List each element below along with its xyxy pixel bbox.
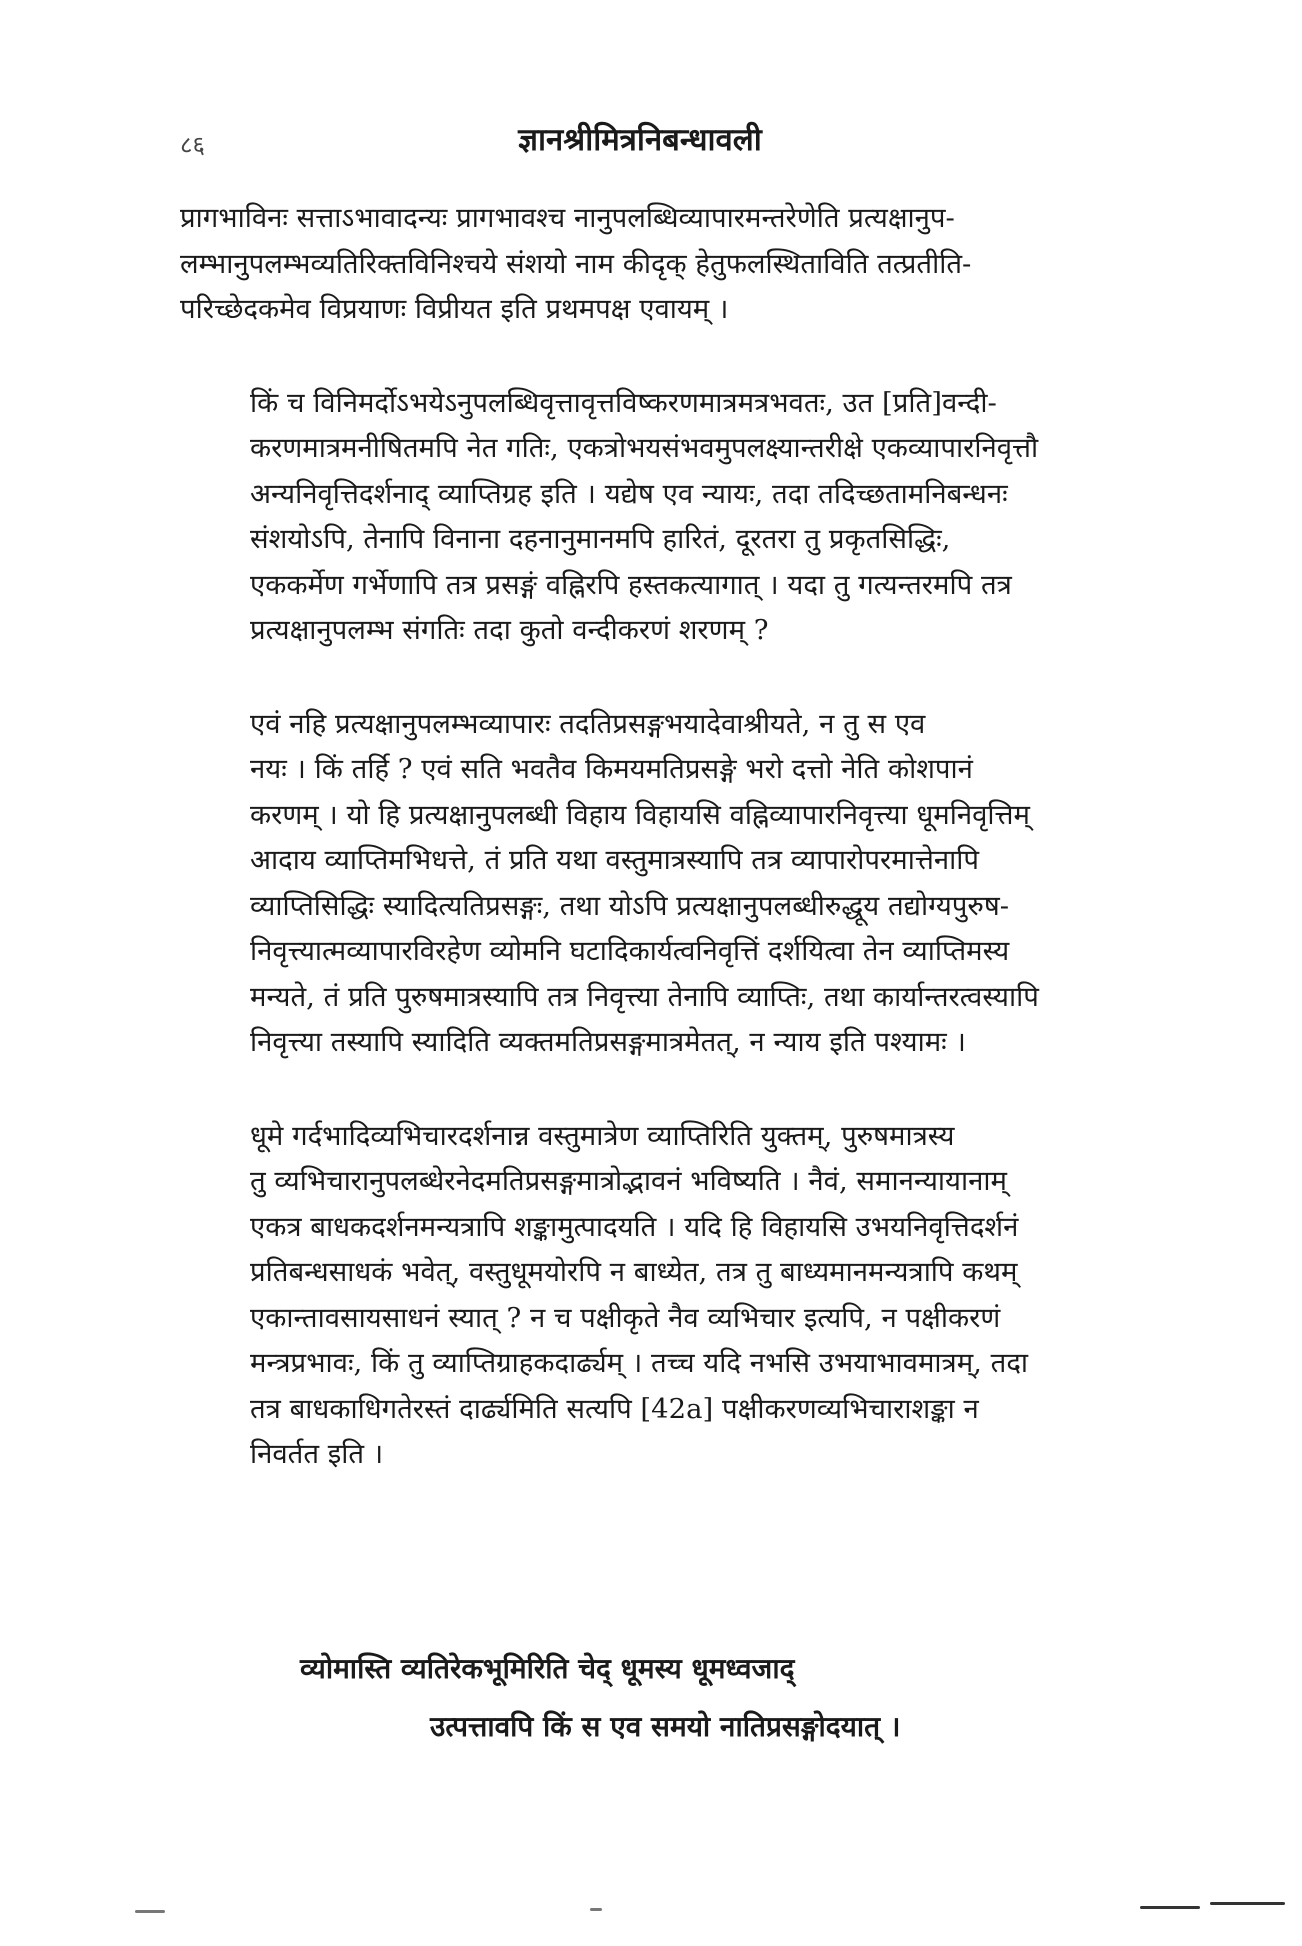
paragraph-2 bbox=[180, 381, 1100, 654]
text-line: करणमात्रमनीषितमपि नेत गतिः, एकत्रोभयसंभवमुपलक्ष्यान्तरीक्षे एकव्यापारनिवृत्तौ bbox=[250, 432, 1039, 464]
scan-smudge bbox=[135, 1910, 165, 1913]
page-number: ८६ bbox=[180, 131, 205, 159]
text-line: एकत्र बाधकदर्शनमन्यत्रापि शङ्कामुत्पादयति । यदि हि विहायसि उभयनिवृत्तिदर्शनं bbox=[250, 1210, 1019, 1243]
text-line: तु व्यभिचारानुपलब्धेरनेदमतिप्रसङ्गमात्रोद्भावनं भविष्यति । नैवं, समानन्यायानाम् bbox=[250, 1165, 1007, 1197]
text-line: प्रत्यक्षानुपलम्भ संगतिः तदा कुतो वन्दीकरणं शरणम् ? bbox=[250, 614, 769, 646]
body-text bbox=[180, 196, 1100, 1526]
text-line: किं च विनिमर्दोऽभयेऽनुपलब्धिवृत्तावृत्तविष्करणमात्रमत्रभवतः, उत [प्रति]वन्दी- bbox=[250, 386, 997, 419]
text-line: व्याप्तिसिद्धिः स्यादित्यतिप्रसङ्गः, तथा योऽपि प्रत्यक्षानुपलब्धीरुद्धूय तद्योग्यपुरुष- bbox=[250, 889, 1010, 922]
text-line: परिच्छेदकमेव विप्रयाणः विप्रीयत इति प्रथमपक्ष एवायम् । bbox=[180, 293, 729, 325]
verse-line-1: व्योमास्ति व्यतिरेकभूमिरिति चेद् धूमस्य धूमध्वजाद् bbox=[300, 1652, 795, 1685]
scan-smudge bbox=[1210, 1902, 1285, 1905]
text-line: अन्यनिवृत्तिदर्शनाद् व्याप्तिग्रह इति । यद्येष एव न्यायः, तदा तदिच्छतामनिबन्धनः bbox=[250, 477, 1008, 510]
text-line: निवृत्त्या तस्यापि स्यादिति व्यक्तमतिप्रसङ्गमात्रमेतत्, न न्याय इति पश्यामः । bbox=[250, 1026, 966, 1058]
text-line: एवं नहि प्रत्यक्षानुपलम्भव्यापारः तदतिप्रसङ्गभयादेवाश्रीयते, न तु स एव bbox=[250, 707, 926, 740]
paragraph-1 bbox=[180, 196, 1100, 333]
paragraph-4 bbox=[180, 1114, 1100, 1478]
scan-smudge bbox=[590, 1908, 602, 1911]
text-line: संशयोऽपि, तेनापि विनाना दहनानुमानमपि हारितं, दूरतरा तु प्रकृतसिद्धिः, bbox=[250, 523, 951, 555]
text-line: एकान्तावसायसाधनं स्यात् ? न च पक्षीकृते नैव व्यभिचार इत्यपि, न पक्षीकरणं bbox=[250, 1301, 1001, 1334]
text-line: मन्यते, तं प्रति पुरुषमात्रस्यापि तत्र निवृत्त्या तेनापि व्याप्तिः, तथा कार्यान्तरत्वस्यापि bbox=[250, 980, 1039, 1013]
text-line: नयः । किं तर्हि ? एवं सति भवतैव किमयमतिप्रसङ्गे भरो दत्तो नेति कोशपानं bbox=[250, 753, 973, 785]
paragraph-3 bbox=[180, 702, 1100, 1066]
text-line: प्रागभाविनः सत्ताऽभावादन्यः प्रागभावश्च नानुपलब्धिव्यापारमन्तरेणेति प्रत्यक्षानुप- bbox=[180, 202, 955, 234]
verse-block bbox=[180, 1640, 1100, 1756]
running-title: ज्ञानश्रीमित्रनिबन्धावली bbox=[518, 122, 762, 158]
scan-smudge bbox=[1140, 1906, 1200, 1909]
text-line: आदाय व्याप्तिमभिधत्ते, तं प्रति यथा वस्तुमात्रस्यापि तत्र व्यापारोपरमात्तेनापि bbox=[250, 844, 979, 876]
text-line: करणम् । यो हि प्रत्यक्षानुपलब्धी विहाय विहायसि वह्निव्यापारनिवृत्त्या धूमनिवृत्तिम् bbox=[250, 798, 1030, 831]
verse-line-2: उत्पत्तावपि किं स एव समयो नातिप्रसङ्गोदयात् । bbox=[430, 1710, 901, 1743]
text-line: धूमे गर्दभादिव्यभिचारदर्शनान्न वस्तुमात्रेण व्याप्तिरिति युक्तम्, पुरुषमात्रस्य bbox=[250, 1119, 955, 1152]
text-line: निवृत्त्यात्मव्यापारविरहेण व्योमनि घटादिकार्यत्वनिवृत्तिं दर्शयित्वा तेन व्याप्तिमस्य bbox=[250, 935, 1010, 967]
text-line: प्रतिबन्धसाधकं भवेत्, वस्तुधूमयोरपि न बाध्येत, तत्र तु बाध्यमानमन्यत्रापि कथम् bbox=[250, 1256, 1018, 1288]
text-line: लम्भानुपलम्भव्यतिरिक्तविनिश्चये संशयो नाम कीदृक् हेतुफलस्थिताविति तत्प्रतीति- bbox=[180, 247, 972, 280]
text-line: एककर्मेण गर्भेणापि तत्र प्रसङ्गं वह्निरपि हस्तकत्यागात् । यदा तु गत्यन्तरमपि तत्र bbox=[250, 568, 1012, 601]
page-header bbox=[170, 118, 1110, 168]
text-line: तत्र बाधकाधिगतेरस्तं दार्ढ्यमिति सत्यपि [42a] पक्षीकरणव्यभिचाराशङ्का न bbox=[250, 1392, 979, 1425]
text-line: मन्त्रप्रभावः, किं तु व्याप्तिग्राहकदार्ढ्यम् । तच्च यदि नभसि उभयाभावमात्रम्, तदा bbox=[250, 1347, 1029, 1379]
text-line: निवर्तत इति । bbox=[250, 1438, 384, 1470]
